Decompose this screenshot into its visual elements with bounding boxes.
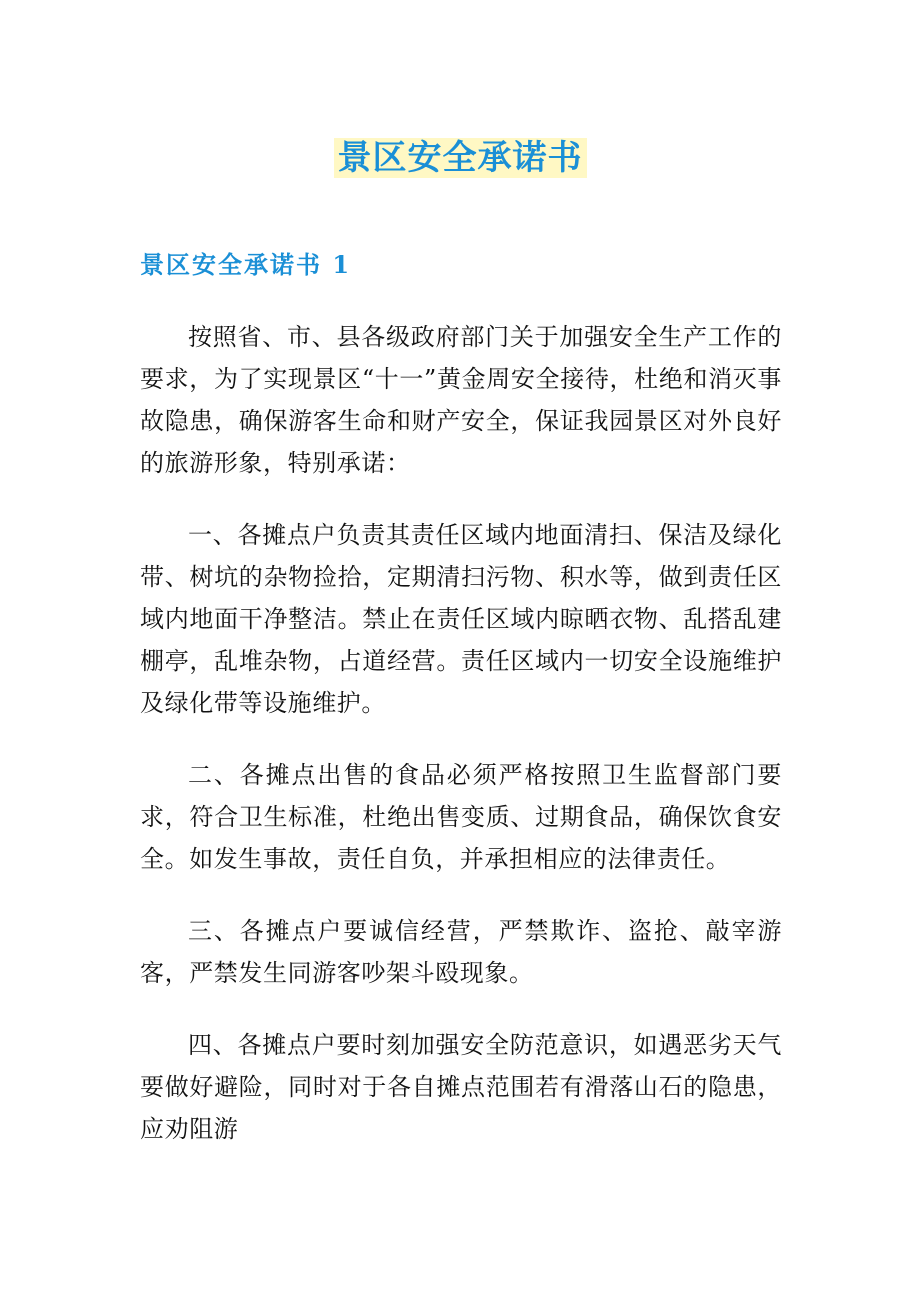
paragraph-intro: 按照省、市、县各级政府部门关于加强安全生产工作的要求，为了实现景区“十一”黄金周安全接待，杜绝和消灭事故隐患，确保游客生命和财产安全，保证我园景区对外良好的旅游形象，特别承诺： [140, 323, 782, 477]
section-heading: 景区安全承诺书 1 [140, 250, 352, 279]
paragraph-item-3: 三、各摊点户要诚信经营，严禁欺诈、盗抢、敲宰游客，严禁发生同游客吵架斗殴现象。 [140, 917, 782, 987]
paragraph-item-4: 四、各摊点户要时刻加强安全防范意识，如遇恶劣天气要做好避险，同时对于各自摊点范围若有滑落山石的隐患，应劝阻游 [140, 1031, 782, 1143]
paragraph-item-2: 二、各摊点出售的食品必须严格按照卫生监督部门要求，符合卫生标准，杜绝出售变质、过期食品，确保饮食安全。如发生事故，责任自负，并承担相应的法律责任。 [140, 761, 782, 873]
paragraph-item-1: 一、各摊点户负责其责任区域内地面清扫、保洁及绿化带、树坑的杂物捡拾，定期清扫污物、积水等，做到责任区域内地面干净整洁。禁止在责任区域内晾晒衣物、乱搭乱建棚亭，乱堆杂物，占道经营。责任区域内一切安全设施维护及绿化带等设施维护。 [140, 521, 782, 717]
document-title-text: 景区安全承诺书 [334, 138, 587, 178]
document-title [0, 134, 920, 182]
document-body [140, 316, 782, 1180]
